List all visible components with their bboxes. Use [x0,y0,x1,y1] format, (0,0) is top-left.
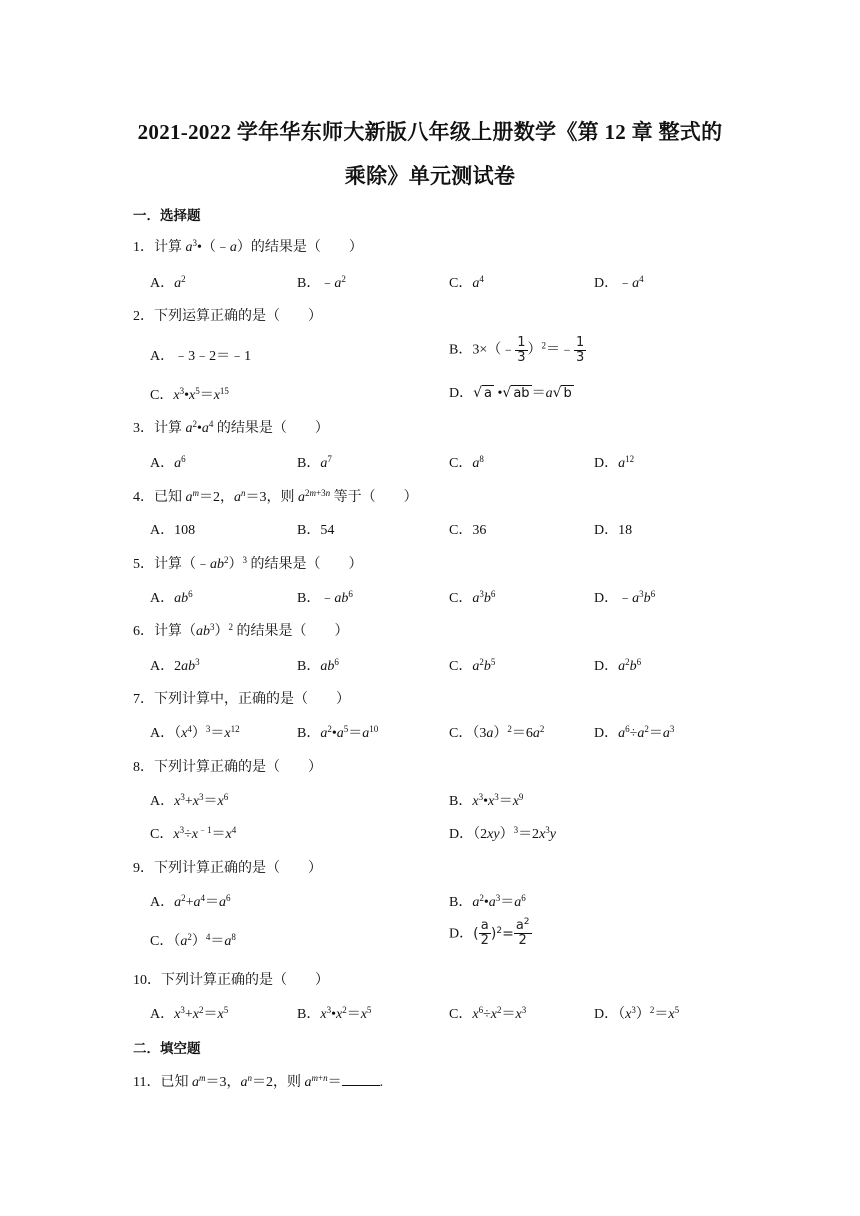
question-11: 11．已知 $a^m=3$，$a^n=2$，则 $a^{m+n}=$ . [133,1073,384,1090]
q8-option-c: C．$x^3\div x^{﹣1}=x^4$ [150,825,237,842]
q1-option-b: B．$﹣a^2$ [297,274,346,291]
q9-option-b: B．$a^2•a^3=a^6$ [449,893,526,910]
fraction-one-third: $\frac{1}{3}$ [517,335,526,365]
answer-blank[interactable] [342,1073,380,1086]
page-title-line1: 2021-2022 学年华东师大新版八年级上册数学《第 12 章 整式的 [137,120,723,144]
q10-option-a: A．$x^3+x^2=x^5$ [150,1005,229,1022]
q3-option-d: D．$a^{12}$ [594,454,635,471]
sqrt-ab: √ ab [502,385,530,401]
question-2: 2．下列运算正确的是（ ） [133,309,322,324]
q9-option-c: C．$(a^2)^4=a^8$ [150,932,236,949]
q5-option-a: A．$ab^6$ [150,589,193,606]
q10-option-d: D．$(x^3)^2=x^5$ [594,1005,680,1022]
question-1: 1．计算 $a^3•(﹣a)$的结果是（ ） [133,238,363,255]
q1-option-d: D．$﹣a^4$ [594,274,644,291]
q9-option-a: A．$a^2+a^4=a^6$ [150,893,231,910]
q5-option-b: B．$﹣ab^6$ [297,589,353,606]
q4-option-d: D．18 [594,523,633,538]
q8-option-d: D．$(2xy)^3=2x^3y$ [449,825,556,842]
q6-option-a: A．$2ab^3$ [150,657,200,674]
question-5: 5．计算$(﹣ab^2)^3$ 的结果是（ ） [133,555,363,572]
q4-option-b: B．54 [297,523,335,538]
q2-option-b: B．3×（﹣ $\frac{1}{3}$ ）$^2$＝﹣ $\frac{1}{3}$ [449,335,585,365]
q2-option-d: D．√ a •√ ab ＝a√ b [449,385,572,401]
question-8: 8．下列计算正确的是（ ） [133,760,322,775]
q3-option-a: A．$a^6$ [150,454,186,471]
q2-option-c: C．$x^3•x^5=x^{15}$ [150,386,229,403]
question-7: 7．下列计算中，正确的是（ ） [133,692,350,707]
page-title-line2: 乘除》单元测试卷 [344,164,516,188]
section-heading-choice: 一．选择题 [133,208,201,223]
q1-option-c: C．$a^4$ [449,274,484,291]
q10-option-b: B．$x^3•x^2=x^5$ [297,1005,372,1022]
fraction-expression-image: ( $\frac{a}{2}$ )$^2$= $\frac{a^2}{2}$ [473,917,530,948]
q1-option-a: A．$a^2$ [150,274,186,291]
sqrt-b: √ b [552,385,572,401]
q2-option-a: A．﹣3﹣2＝﹣1 [150,349,252,364]
q6-option-c: C．$a^2b^5$ [449,657,496,674]
q8-option-b: B．$x^3•x^3=x^9$ [449,792,524,809]
q6-option-d: D．$a^2b^6$ [594,657,642,674]
fraction-one-third-result: $\frac{1}{3}$ [576,335,585,365]
q3-option-c: C．$a^8$ [449,454,484,471]
q3-option-b: B．$a^7$ [297,454,332,471]
question-6: 6．计算$(ab^3)^2$ 的结果是（ ） [133,622,349,639]
section-heading-fill: 二．填空题 [133,1041,201,1056]
q4-option-a: A．108 [150,523,196,538]
q9-option-d: D．( $\frac{a}{2}$ )$^2$= $\frac{a^2}{2}$ [449,917,530,948]
question-4: 4．已知 $a^m=2$，$a^n=3$，则 $a^{2m+3n}$ 等于（ ） [133,488,418,505]
q8-option-a: A．$x^3+x^3=x^6$ [150,792,229,809]
sqrt-a: √ a [473,385,493,401]
q7-option-a: A．$(x^4)^3=x^{12}$ [150,724,240,741]
q7-option-b: B．$a^2•a^5=a^{10}$ [297,724,379,741]
q5-option-c: C．$a^3b^6$ [449,589,496,606]
q10-option-c: C．$x^6\div x^2=x^3$ [449,1005,527,1022]
q7-option-d: D．$a^6\div a^2=a^3$ [594,724,675,741]
question-10: 10．下列计算正确的是（ ） [133,973,329,988]
question-3: 3．计算 $a^2•a^4$ 的结果是（ ） [133,419,329,436]
q7-option-c: C．$(3a)^2=6a^2$ [449,724,545,741]
q5-option-d: D．$﹣a^3b^6$ [594,589,656,606]
q4-option-c: C．36 [449,523,487,538]
question-9: 9．下列计算正确的是（ ） [133,861,322,876]
q6-option-b: B．$ab^6$ [297,657,339,674]
